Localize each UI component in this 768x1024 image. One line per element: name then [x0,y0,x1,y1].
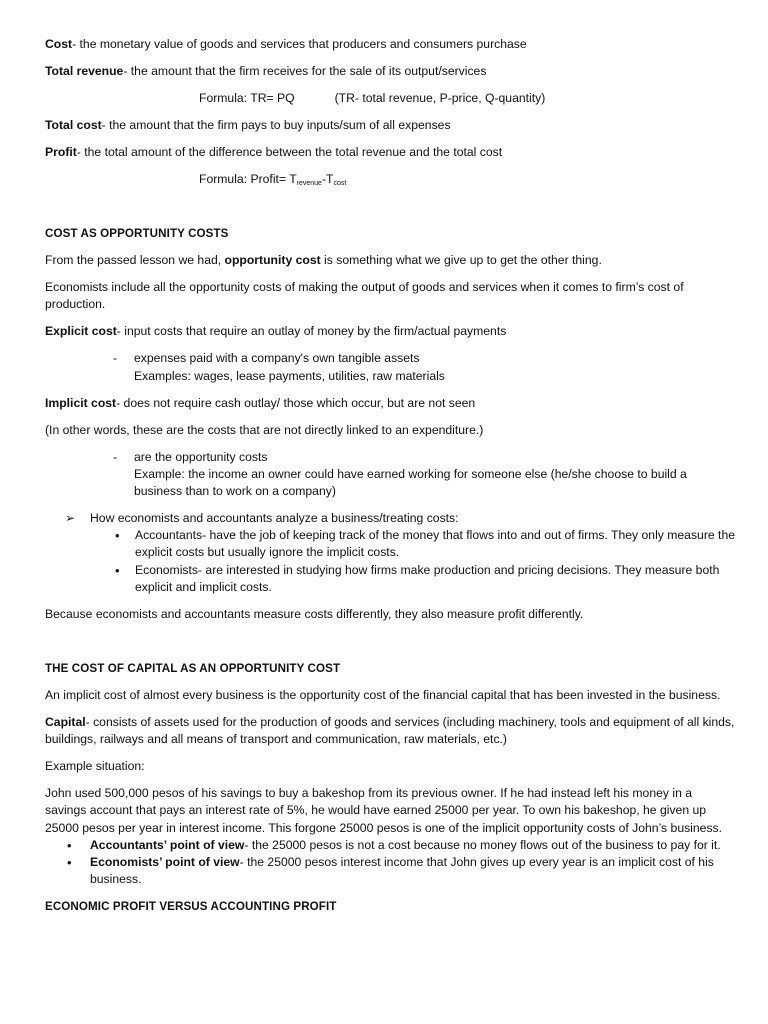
term-opportunity-cost: opportunity cost [224,253,321,268]
dash-marker: - [113,449,118,464]
formula-profit-prefix: Formula: Profit= T [199,172,297,186]
paragraph-opportunity-cost-c: is something what we give up to get the other thing. [320,253,602,268]
definition-capital [45,714,735,748]
formula-profit-sub-revenue: revenue [296,180,322,187]
list-item-economists-view [45,854,735,888]
heading-opportunity-costs: COST AS OPPORTUNITY COSTS [45,227,229,241]
term-profit: Profit [45,145,77,159]
arrow-list-item [45,510,735,527]
bullet-icon: • [67,837,72,853]
definition-implicit-cost-text: - does not require cash outlay/ those which occur, but are not seen [116,395,476,410]
bullet-icon: • [115,528,120,544]
implicit-cost-note: (In other words, these are the costs that are not directly linked to an expenditure.) [45,422,484,437]
implicit-cost-item-1: are the opportunity costs [134,449,268,464]
point-of-view-list [45,837,735,889]
heading-economic-vs-accounting-profit: ECONOMIC PROFIT VERSUS ACCOUNTING PROFIT [45,900,337,914]
implicit-cost-details [45,449,735,501]
formula-total-revenue-expr: Formula: TR= PQ [199,91,295,105]
term-economists-view: Economists’ point of view [90,855,240,870]
list-item-accountants-text: Accountants- have the job of keeping track of the money that flows into and out of firms. They only measure the explicit costs but usually ignore the implicit costs. [135,528,736,560]
term-cost: Cost [45,37,73,51]
definition-total-revenue-text: - the amount that the firm receives for the sale of its output/services [123,64,487,78]
example-label: Example situation: [45,759,145,774]
term-total-cost: Total cost [45,118,102,132]
formula-profit-mid: -T [321,172,334,186]
example-text: John used 500,000 pesos of his savings to buy a bakeshop from its previous owner. If he had instead left his money in a savings account that pays an interest rate of 5%, he would have earned 25000 per year. To own his bakeshop, he given up 25000 pesos per year in interest income. This forgone 25000 pesos is one of the implicit opportunity costs of John’s business. [45,786,723,835]
heading-cost-of-capital: THE COST OF CAPITAL AS AN OPPORTUNITY COST [45,662,341,676]
definition-implicit-cost [45,395,735,412]
paragraph-implicit-capital: An implicit cost of almost every business is the opportunity cost of the financial capital that has been invested in the business. [45,688,721,703]
paragraph-opportunity-cost [45,252,735,269]
bullet-icon: • [67,855,72,871]
document-page [45,36,735,915]
bullet-icon: • [115,562,120,578]
definition-profit-text: - the total amount of the difference between the total revenue and the total cost [76,145,503,159]
paragraph-closing: Because economists and accountants measure costs differently, they also measure profit differently. [45,606,584,621]
definition-capital-text: - consists of assets used for the production of goods and services (including machinery, tools and equipment of all kinds, buildings, railways and all means of transport and communication, raw materials, etc.) [45,715,735,747]
dash-marker: - [113,351,118,366]
term-explicit-cost: Explicit cost [45,324,117,339]
accountants-view-text: - the 25000 pesos is not a cost because no money flows out of the business to pay for it. [244,837,721,852]
formula-profit [45,171,735,188]
definition-total-cost-text: - the amount that the firm pays to buy inputs/sum of all expenses [101,118,451,132]
paragraph-economists-include: Economists include all the opportunity costs of making the output of goods and services when it comes to firm’s cost of production. [45,280,684,312]
term-accountants-view: Accountants’ point of view [90,837,245,852]
definition-total-cost [45,117,735,134]
list-item-accountants [45,527,735,561]
definition-explicit-cost [45,323,735,340]
arrow-list-text: How economists and accountants analyze a business/treating costs: [90,511,459,526]
explicit-cost-item-2: Examples: wages, lease payments, utilities, raw materials [134,368,445,383]
economists-view-text: - the 25000 pesos interest income that John gives up every year is an implicit cost of his business. [90,855,714,887]
definition-profit [45,144,735,161]
definition-explicit-cost-text: - input costs that require an outlay of money by the firm/actual payments [116,324,507,339]
paragraph-opportunity-cost-a: From the passed lesson we had, [45,253,225,268]
cost-treatment-list [45,527,735,596]
list-item-accountants-view [45,837,735,854]
explicit-cost-item-1: expenses paid with a company's own tangible assets [134,351,420,366]
term-implicit-cost: Implicit cost [45,395,117,410]
definition-cost-text: - the monetary value of goods and services that producers and consumers purchase [72,37,527,51]
implicit-cost-item-2: Example: the income an owner could have earned working for someone else (he/she choose to build a business than to work on a company) [134,466,687,499]
explicit-cost-details [45,350,735,384]
definition-total-revenue [45,63,735,80]
definition-cost [45,36,735,53]
arrow-bullet-icon: ➢ [65,511,76,526]
formula-total-revenue [45,90,735,107]
list-item-economists [45,562,735,596]
term-total-revenue: Total revenue [45,64,124,78]
formula-profit-sub-cost: cost [333,180,347,187]
formula-total-revenue-note: (TR- total revenue, P-price, Q-quantity) [334,91,546,105]
list-item-economists-text: Economists- are interested in studying how firms make production and pricing decisions. They measure both explicit and implicit costs. [135,562,720,594]
term-capital: Capital [45,715,86,730]
